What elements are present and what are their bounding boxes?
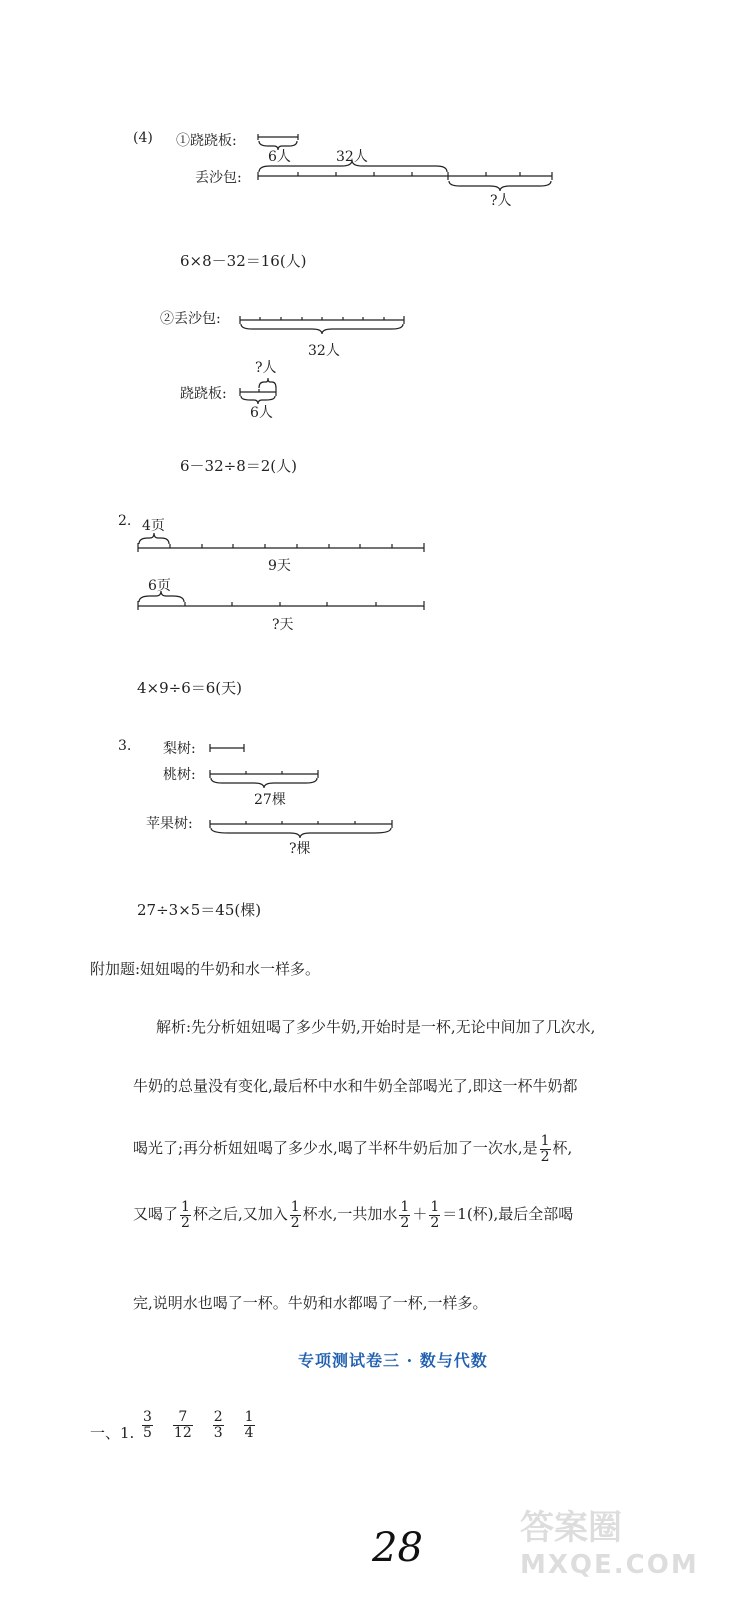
diagram1-diushabao-label: 丢沙包: (195, 170, 242, 186)
bonus-paragraph-2: 牛奶的总量没有变化,最后杯中水和牛奶全部喝光了,即这一杯牛奶都 (133, 1077, 578, 1095)
diagram4-twentyseven: 27棵 (254, 792, 286, 808)
watermark-top: 答案圈 (520, 1508, 622, 1548)
diagram2-thirtytwo: 32人 (308, 343, 340, 359)
page-number: 28 (372, 1525, 423, 1571)
diagram2-question: ?人 (255, 360, 277, 376)
diagram4-question: ?棵 (289, 841, 311, 857)
diagram1-six: 6人 (268, 149, 291, 165)
diagram2-diushabao-label: ②丢沙包: (160, 311, 221, 327)
equation-1: 6×8－32＝16(人) (180, 252, 307, 270)
fraction-half: $\frac{1}{2}$ (290, 1199, 300, 1231)
watermark-bottom: MXQE.COM (520, 1550, 699, 1580)
bonus-p3-text-b: 杯, (552, 1139, 573, 1158)
section-2-label: 2. (118, 513, 132, 529)
answer-fraction-1: $\frac{3}{5}$ (143, 1409, 152, 1441)
answer-fraction-3: $\frac{2}{3}$ (213, 1409, 223, 1441)
diagram1-thirtytwo: 32人 (336, 149, 368, 165)
fraction-half: $\frac{1}{2}$ (540, 1133, 550, 1165)
diagram1-question: ?人 (490, 193, 512, 209)
diagram2-qiaoqiaoban-label: 跷跷板: (180, 386, 227, 402)
diagram4-pingguoshu-label: 苹果树: (146, 816, 193, 832)
diagram3-four-pages: 4页 (142, 518, 165, 534)
diagram4-lishu-label: 梨树: (163, 741, 196, 757)
answer-fraction-4: $\frac{1}{4}$ (244, 1409, 254, 1441)
answer-label: 一、1. (90, 1424, 135, 1442)
bonus-paragraph-1: 解析:先分析妞妞喝了多少牛奶,开始时是一杯,无论中间加了几次水, (156, 1018, 596, 1036)
fraction-half: $\frac{1}{2}$ (181, 1199, 190, 1231)
answer-fractions (140, 1410, 257, 1440)
bonus-paragraph-3 (133, 1134, 572, 1164)
diagram3-nine-days: 9天 (268, 558, 291, 574)
bonus-paragraph-5: 完,说明水也喝了一杯。牛奶和水都喝了一杯,一样多。 (133, 1294, 488, 1312)
equation-3: 4×9÷6＝6(天) (137, 679, 243, 697)
diagram2-six: 6人 (250, 405, 273, 421)
fraction-half: $\frac{1}{2}$ (400, 1199, 410, 1231)
equation-2: 6－32÷8＝2(人) (180, 457, 297, 475)
section-4-label: (4) (133, 130, 153, 146)
section-title: 专项测试卷三 · 数与代数 (298, 1351, 488, 1370)
bonus-paragraph-4: 又喝了 $\frac{1}{2}$ 杯之后,又加入 $\frac{1}{2}$ 杯水,一共加水 $\frac{1}{2}$ ＋ $\frac{1}{2}$ ＝1(杯),最后全部喝 (133, 1199, 574, 1231)
diagram1-qiaoqiaoban-label: ①跷跷板: (176, 133, 237, 149)
diagram3-question-days: ?天 (272, 617, 294, 633)
fraction-half: $\frac{1}{2}$ (430, 1199, 440, 1231)
section-3-label: 3. (118, 738, 132, 754)
bonus-heading: 附加题:妞妞喝的牛奶和水一样多。 (90, 960, 321, 978)
bonus-p3-text-a: 喝光了;再分析妞妞喝了多少水,喝了半杯牛奶后加了一次水,是 (133, 1139, 538, 1158)
diagram3-six-pages: 6页 (148, 578, 171, 594)
answer-fraction-2: $\frac{7}{12}$ (173, 1409, 192, 1441)
diagram4-taoshu-label: 桃树: (163, 767, 196, 783)
equation-4: 27÷3×5＝45(棵) (137, 901, 262, 919)
